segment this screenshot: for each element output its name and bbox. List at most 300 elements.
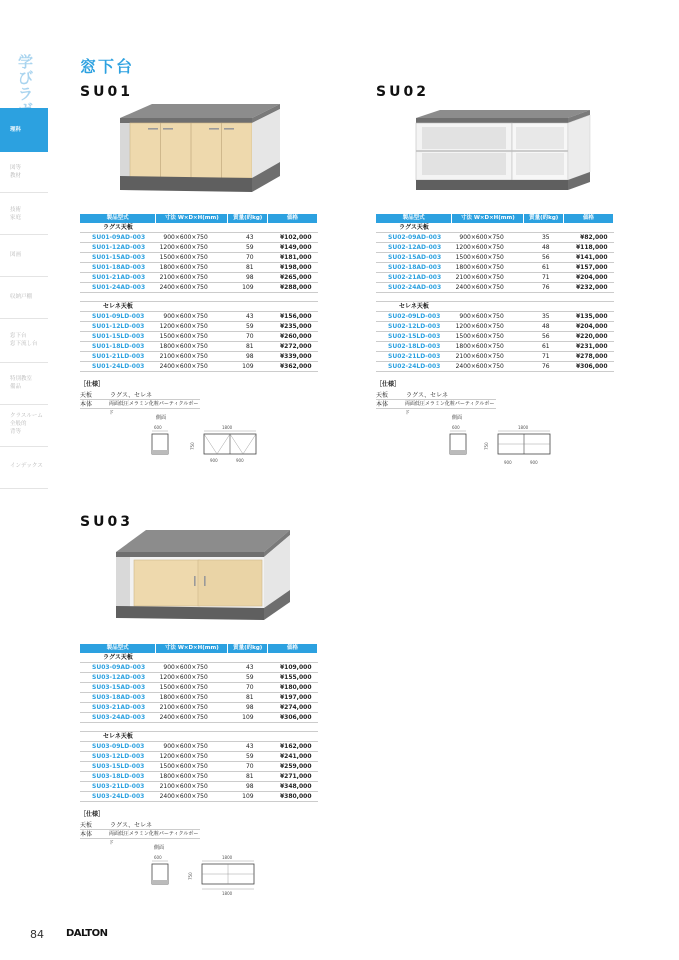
su02-spec-table [376, 214, 614, 372]
product-weight: 71 [524, 273, 564, 283]
dimension-label: 600 [452, 425, 460, 430]
spec-value: ラグス、セレネ [406, 392, 448, 399]
product-code: SU02-18AD-003 [376, 263, 452, 273]
model-heading-su01: SU01 [80, 84, 133, 100]
column-header-dimensions: 寸法 W×D×H(mm) [452, 214, 524, 223]
product-dimensions: 1200×600×750 [156, 243, 228, 253]
sidebar-item-label: 特別教室 [10, 376, 33, 382]
product-weight: 43 [228, 233, 268, 243]
product-weight: 81 [228, 263, 268, 273]
product-dimensions: 1500×600×750 [156, 253, 228, 263]
product-weight: 35 [524, 312, 564, 322]
brand-line-1: 学び [18, 53, 35, 87]
dalton-logo: DALTON [66, 928, 108, 939]
product-dimensions: 2400×600×750 [156, 792, 228, 802]
product-weight: 43 [228, 663, 268, 673]
product-weight: 98 [228, 352, 268, 362]
spec-row [80, 830, 200, 846]
side-view-label: 側面 [452, 415, 463, 421]
product-weight: 76 [524, 362, 564, 372]
product-dimensions: 1800×600×750 [452, 263, 524, 273]
table-row [376, 243, 614, 253]
dimension-label: 600 [154, 855, 162, 860]
dimension-label: 600 [154, 425, 162, 430]
product-weight: 81 [228, 342, 268, 352]
product-price: ¥260,000 [268, 332, 318, 342]
product-code: SU01-18AD-003 [80, 263, 156, 273]
product-price: ¥278,000 [564, 352, 614, 362]
product-weight: 70 [228, 332, 268, 342]
product-price: ¥109,000 [268, 663, 318, 673]
side-view-label: 側面 [154, 845, 165, 851]
product-code: SU03-15LD-003 [80, 762, 156, 772]
column-header-code: 製品型式 [376, 214, 452, 223]
product-dimensions: 2100×600×750 [452, 352, 524, 362]
product-code: SU01-09AD-003 [80, 233, 156, 243]
product-code: SU01-24LD-003 [80, 362, 156, 372]
product-code: SU01-18LD-003 [80, 342, 156, 352]
su03-spec-notes [80, 809, 200, 846]
dimension-label: 1800 [222, 855, 233, 860]
product-price: ¥197,000 [268, 693, 318, 703]
sidebar-divider [0, 318, 48, 319]
product-dimensions: 1200×600×750 [156, 322, 228, 332]
product-dimensions: 1500×600×750 [452, 332, 524, 342]
product-code: SU03-24AD-003 [80, 713, 156, 723]
table-row [80, 663, 318, 673]
table-row [376, 332, 614, 342]
product-price: ¥157,000 [564, 263, 614, 273]
product-weight: 81 [228, 693, 268, 703]
group-label: ラグス天板 [80, 653, 156, 663]
product-code: SU03-18AD-003 [80, 693, 156, 703]
product-dimensions: 900×600×750 [156, 742, 228, 752]
product-dimensions: 1800×600×750 [452, 342, 524, 352]
product-weight: 71 [524, 352, 564, 362]
brand-line-2: ラ [18, 85, 35, 103]
product-dimensions: 2100×600×750 [156, 703, 228, 713]
product-weight: 56 [524, 332, 564, 342]
sidebar-divider [0, 488, 48, 489]
spec-label: 本体 [376, 401, 389, 408]
product-price: ¥204,000 [564, 273, 614, 283]
spec-value: 両面低圧メラミン化粧パーティクルボード [108, 401, 199, 416]
product-weight: 70 [228, 683, 268, 693]
product-price: ¥259,000 [268, 762, 318, 772]
product-code: SU02-12AD-003 [376, 243, 452, 253]
product-price: ¥241,000 [268, 752, 318, 762]
product-weight: 48 [524, 322, 564, 332]
model-heading-su02: SU02 [376, 84, 429, 100]
table-group-row [80, 653, 318, 663]
product-price: ¥149,000 [268, 243, 318, 253]
product-code: SU03-12AD-003 [80, 673, 156, 683]
product-code: SU02-09LD-003 [376, 312, 452, 322]
sidebar-item-label: 備品 [10, 384, 22, 390]
product-dimensions: 900×600×750 [452, 233, 524, 243]
sidebar-item-label: 背等 [10, 429, 22, 435]
table-row [376, 312, 614, 322]
table-row [376, 322, 614, 332]
group-label: ラグス天板 [376, 223, 452, 233]
product-code: SU03-09AD-003 [80, 663, 156, 673]
product-code: SU02-24AD-003 [376, 283, 452, 293]
table-row [80, 782, 318, 792]
product-weight: 61 [524, 342, 564, 352]
product-code: SU01-12LD-003 [80, 322, 156, 332]
sidebar-item-label: 窓下台 [10, 333, 27, 339]
table-row [80, 703, 318, 713]
column-header-price: 価格 [268, 214, 318, 223]
product-dimensions: 900×600×750 [156, 233, 228, 243]
product-code: SU02-18LD-003 [376, 342, 452, 352]
dimension-label: 900 [236, 458, 244, 463]
table-row [80, 693, 318, 703]
product-weight: 109 [228, 792, 268, 802]
table-row [376, 233, 614, 243]
spec-value: ラグス、セレネ [110, 392, 152, 399]
table-group-row [80, 302, 318, 312]
product-code: SU01-24AD-003 [80, 283, 156, 293]
table-row [80, 713, 318, 723]
product-dimensions: 2400×600×750 [452, 362, 524, 372]
product-dimensions: 2400×600×750 [156, 362, 228, 372]
product-price: ¥181,000 [268, 253, 318, 263]
table-row [376, 253, 614, 263]
sidebar-item-label: 教材 [10, 173, 22, 179]
sidebar-item-technology[interactable] [0, 206, 48, 222]
product-price: ¥155,000 [268, 673, 318, 683]
table-header-row [376, 214, 614, 223]
table-row [80, 243, 318, 253]
product-dimensions: 900×600×750 [452, 312, 524, 322]
dimension-label: 1800 [222, 425, 233, 430]
su02-product-image [406, 108, 594, 194]
product-price: ¥265,000 [268, 273, 318, 283]
sidebar-item-label: 家庭 [10, 215, 22, 221]
product-weight: 59 [228, 752, 268, 762]
product-price: ¥235,000 [268, 322, 318, 332]
product-code: SU01-15AD-003 [80, 253, 156, 263]
product-dimensions: 900×600×750 [156, 312, 228, 322]
table-row [376, 283, 614, 293]
table-row [80, 352, 318, 362]
spec-label: 本体 [80, 831, 93, 838]
spec-value: ラグス、セレネ [110, 822, 152, 829]
product-weight: 59 [228, 243, 268, 253]
table-row [80, 263, 318, 273]
table-row [80, 312, 318, 322]
su01-spec-notes [80, 379, 200, 416]
product-dimensions: 2400×600×750 [452, 283, 524, 293]
product-price: ¥102,000 [268, 233, 318, 243]
product-price: ¥141,000 [564, 253, 614, 263]
spec-value: 両面低圧メラミン化粧パーティクルボード [108, 831, 199, 846]
product-price: ¥272,000 [268, 342, 318, 352]
table-spacer-row [80, 723, 318, 732]
product-code: SU02-15AD-003 [376, 253, 452, 263]
table-group-row [376, 223, 614, 233]
product-code: SU02-21AD-003 [376, 273, 452, 283]
product-price: ¥339,000 [268, 352, 318, 362]
spec-heading: ［仕様］ [80, 381, 105, 388]
table-row [80, 362, 318, 372]
product-weight: 43 [228, 312, 268, 322]
page-title: 窓下台 [80, 57, 135, 76]
product-code: SU02-24LD-003 [376, 362, 452, 372]
table-row [80, 772, 318, 782]
table-row [80, 273, 318, 283]
spec-label: 本体 [80, 401, 93, 408]
dimension-label: 900 [210, 458, 218, 463]
product-dimensions: 1500×600×750 [156, 683, 228, 693]
product-dimensions: 1500×600×750 [452, 253, 524, 263]
table-row [80, 332, 318, 342]
column-header-dimensions: 寸法 W×D×H(mm) [156, 644, 228, 653]
sidebar-divider [0, 362, 48, 363]
product-weight: 56 [524, 253, 564, 263]
spec-heading: ［仕様］ [376, 381, 401, 388]
table-row [80, 762, 318, 772]
sidebar-item-storage[interactable] [0, 293, 48, 301]
su02-technical-drawing [446, 412, 566, 474]
product-price: ¥362,000 [268, 362, 318, 372]
dimension-label: 750 [190, 442, 195, 450]
spec-label: 天板 [80, 822, 93, 829]
product-price: ¥271,000 [268, 772, 318, 782]
table-row [376, 263, 614, 273]
product-code: SU01-09LD-003 [80, 312, 156, 322]
sidebar-item-classroom[interactable] [0, 412, 48, 436]
sidebar-item-label: 収納戸棚 [10, 294, 33, 300]
product-dimensions: 2400×600×750 [156, 713, 228, 723]
product-code: SU01-15LD-003 [80, 332, 156, 342]
sidebar-divider [0, 192, 48, 193]
table-row [80, 752, 318, 762]
sidebar-item-label: 技術 [10, 207, 22, 213]
product-code: SU03-21AD-003 [80, 703, 156, 713]
product-code: SU03-09LD-003 [80, 742, 156, 752]
table-row [80, 322, 318, 332]
spec-value: 両面低圧メラミン化粧パーティクルボード [404, 401, 495, 416]
table-row [376, 342, 614, 352]
column-header-price: 価格 [564, 214, 614, 223]
sidebar-divider [0, 234, 48, 235]
product-code: SU03-21LD-003 [80, 782, 156, 792]
column-header-code: 製品型式 [80, 214, 156, 223]
product-code: SU03-12LD-003 [80, 752, 156, 762]
product-dimensions: 1200×600×750 [156, 752, 228, 762]
product-price: ¥135,000 [564, 312, 614, 322]
table-row [376, 352, 614, 362]
table-header-row [80, 644, 318, 653]
su01-spec-table [80, 214, 318, 372]
product-dimensions: 900×600×750 [156, 663, 228, 673]
column-header-weight: 質量(約kg) [228, 214, 268, 223]
spec-row [80, 391, 200, 400]
page-number: 84 [30, 928, 44, 941]
product-price: ¥118,000 [564, 243, 614, 253]
spec-row [376, 391, 496, 400]
product-dimensions: 2100×600×750 [452, 273, 524, 283]
product-code: SU03-24LD-003 [80, 792, 156, 802]
sidebar-item-label: 窓下流し台 [10, 341, 38, 347]
product-price: ¥348,000 [268, 782, 318, 792]
product-price: ¥380,000 [268, 792, 318, 802]
sidebar-item-label: インデックス [10, 463, 43, 469]
product-weight: 70 [228, 762, 268, 772]
product-price: ¥162,000 [268, 742, 318, 752]
sidebar-item-window-counter[interactable] [0, 332, 48, 348]
product-price: ¥220,000 [564, 332, 614, 342]
dimension-label: 1800 [222, 891, 233, 896]
column-header-code: 製品型式 [80, 644, 156, 653]
table-group-row [80, 223, 318, 233]
dimension-label: 750 [484, 442, 489, 450]
product-weight: 109 [228, 283, 268, 293]
product-code: SU02-09AD-003 [376, 233, 452, 243]
table-spacer-row [80, 293, 318, 302]
table-row [80, 742, 318, 752]
product-dimensions: 2100×600×750 [156, 782, 228, 792]
table-spacer-row [376, 293, 614, 302]
product-dimensions: 2100×600×750 [156, 273, 228, 283]
product-weight: 48 [524, 243, 564, 253]
product-weight: 109 [228, 713, 268, 723]
dimension-label: 1800 [518, 425, 529, 430]
product-dimensions: 1500×600×750 [156, 762, 228, 772]
product-weight: 98 [228, 273, 268, 283]
group-label: ラグス天板 [80, 223, 156, 233]
su03-product-image [112, 526, 292, 622]
product-price: ¥156,000 [268, 312, 318, 322]
product-weight: 59 [228, 322, 268, 332]
product-dimensions: 1800×600×750 [156, 342, 228, 352]
sidebar-divider [0, 276, 48, 277]
product-weight: 98 [228, 782, 268, 792]
product-dimensions: 2100×600×750 [156, 352, 228, 362]
table-row [80, 673, 318, 683]
product-price: ¥288,000 [268, 283, 318, 293]
table-group-row [80, 732, 318, 742]
product-price: ¥231,000 [564, 342, 614, 352]
column-header-weight: 質量(約kg) [524, 214, 564, 223]
product-code: SU02-15LD-003 [376, 332, 452, 342]
table-row [80, 342, 318, 352]
product-price: ¥198,000 [268, 263, 318, 273]
side-view-label: 側面 [156, 415, 167, 421]
sidebar-item-materials[interactable] [0, 164, 48, 180]
spec-label: 天板 [376, 392, 389, 399]
group-label: セレネ天板 [376, 302, 452, 312]
sidebar-item-special-room[interactable] [0, 375, 48, 391]
sidebar-item-science[interactable] [0, 108, 48, 152]
table-group-row [376, 302, 614, 312]
product-weight: 59 [228, 673, 268, 683]
product-code: SU01-21AD-003 [80, 273, 156, 283]
column-header-dimensions: 寸法 W×D×H(mm) [156, 214, 228, 223]
product-price: ¥82,000 [564, 233, 614, 243]
table-row [80, 283, 318, 293]
product-weight: 109 [228, 362, 268, 372]
product-dimensions: 2400×600×750 [156, 283, 228, 293]
dimension-label: 900 [504, 460, 512, 465]
product-price: ¥232,000 [564, 283, 614, 293]
group-label: セレネ天板 [80, 302, 156, 312]
sidebar-item-index[interactable] [0, 462, 48, 470]
product-weight: 81 [228, 772, 268, 782]
product-price: ¥306,000 [268, 713, 318, 723]
table-row [376, 273, 614, 283]
product-weight: 43 [228, 742, 268, 752]
product-code: SU02-12LD-003 [376, 322, 452, 332]
table-row [376, 362, 614, 372]
product-code: SU02-21LD-003 [376, 352, 452, 362]
sidebar-item-label: 図等 [10, 165, 22, 171]
product-price: ¥180,000 [268, 683, 318, 693]
sidebar [0, 0, 48, 960]
su02-spec-notes [376, 379, 496, 416]
product-price: ¥274,000 [268, 703, 318, 713]
su03-spec-table [80, 644, 318, 802]
group-label: セレネ天板 [80, 732, 156, 742]
table-row [80, 253, 318, 263]
spec-row [376, 400, 496, 416]
product-dimensions: 1800×600×750 [156, 772, 228, 782]
product-weight: 70 [228, 253, 268, 263]
table-header-row [80, 214, 318, 223]
product-code: SU01-21LD-003 [80, 352, 156, 362]
product-weight: 61 [524, 263, 564, 273]
product-dimensions: 1200×600×750 [156, 673, 228, 683]
sidebar-item-label: 図画 [10, 252, 22, 258]
su01-product-image [112, 100, 284, 198]
dimension-label: 900 [530, 460, 538, 465]
spec-label: 天板 [80, 392, 93, 399]
su01-technical-drawing [148, 412, 268, 474]
product-price: ¥306,000 [564, 362, 614, 372]
column-header-weight: 質量(約kg) [228, 644, 268, 653]
product-dimensions: 1800×600×750 [156, 263, 228, 273]
product-price: ¥204,000 [564, 322, 614, 332]
product-code: SU03-15AD-003 [80, 683, 156, 693]
table-row [80, 233, 318, 243]
model-heading-su03: SU03 [80, 514, 133, 530]
sidebar-item-label: クラスルーム [10, 413, 43, 419]
su03-technical-drawing [148, 842, 268, 898]
product-code: SU01-12AD-003 [80, 243, 156, 253]
product-weight: 98 [228, 703, 268, 713]
product-dimensions: 1200×600×750 [452, 322, 524, 332]
table-row [80, 792, 318, 802]
product-dimensions: 1200×600×750 [452, 243, 524, 253]
spec-row [80, 821, 200, 830]
column-header-price: 価格 [268, 644, 318, 653]
dimension-label: 750 [188, 872, 193, 880]
sidebar-item-label: 理科 [10, 127, 22, 133]
product-weight: 35 [524, 233, 564, 243]
product-dimensions: 1500×600×750 [156, 332, 228, 342]
product-weight: 76 [524, 283, 564, 293]
table-row [80, 683, 318, 693]
sidebar-item-label: 全般的 [10, 421, 27, 427]
sidebar-divider [0, 404, 48, 405]
spec-heading: ［仕様］ [80, 811, 105, 818]
sidebar-divider [0, 446, 48, 447]
spec-row [80, 400, 200, 416]
sidebar-item-art[interactable] [0, 251, 48, 259]
product-dimensions: 1800×600×750 [156, 693, 228, 703]
